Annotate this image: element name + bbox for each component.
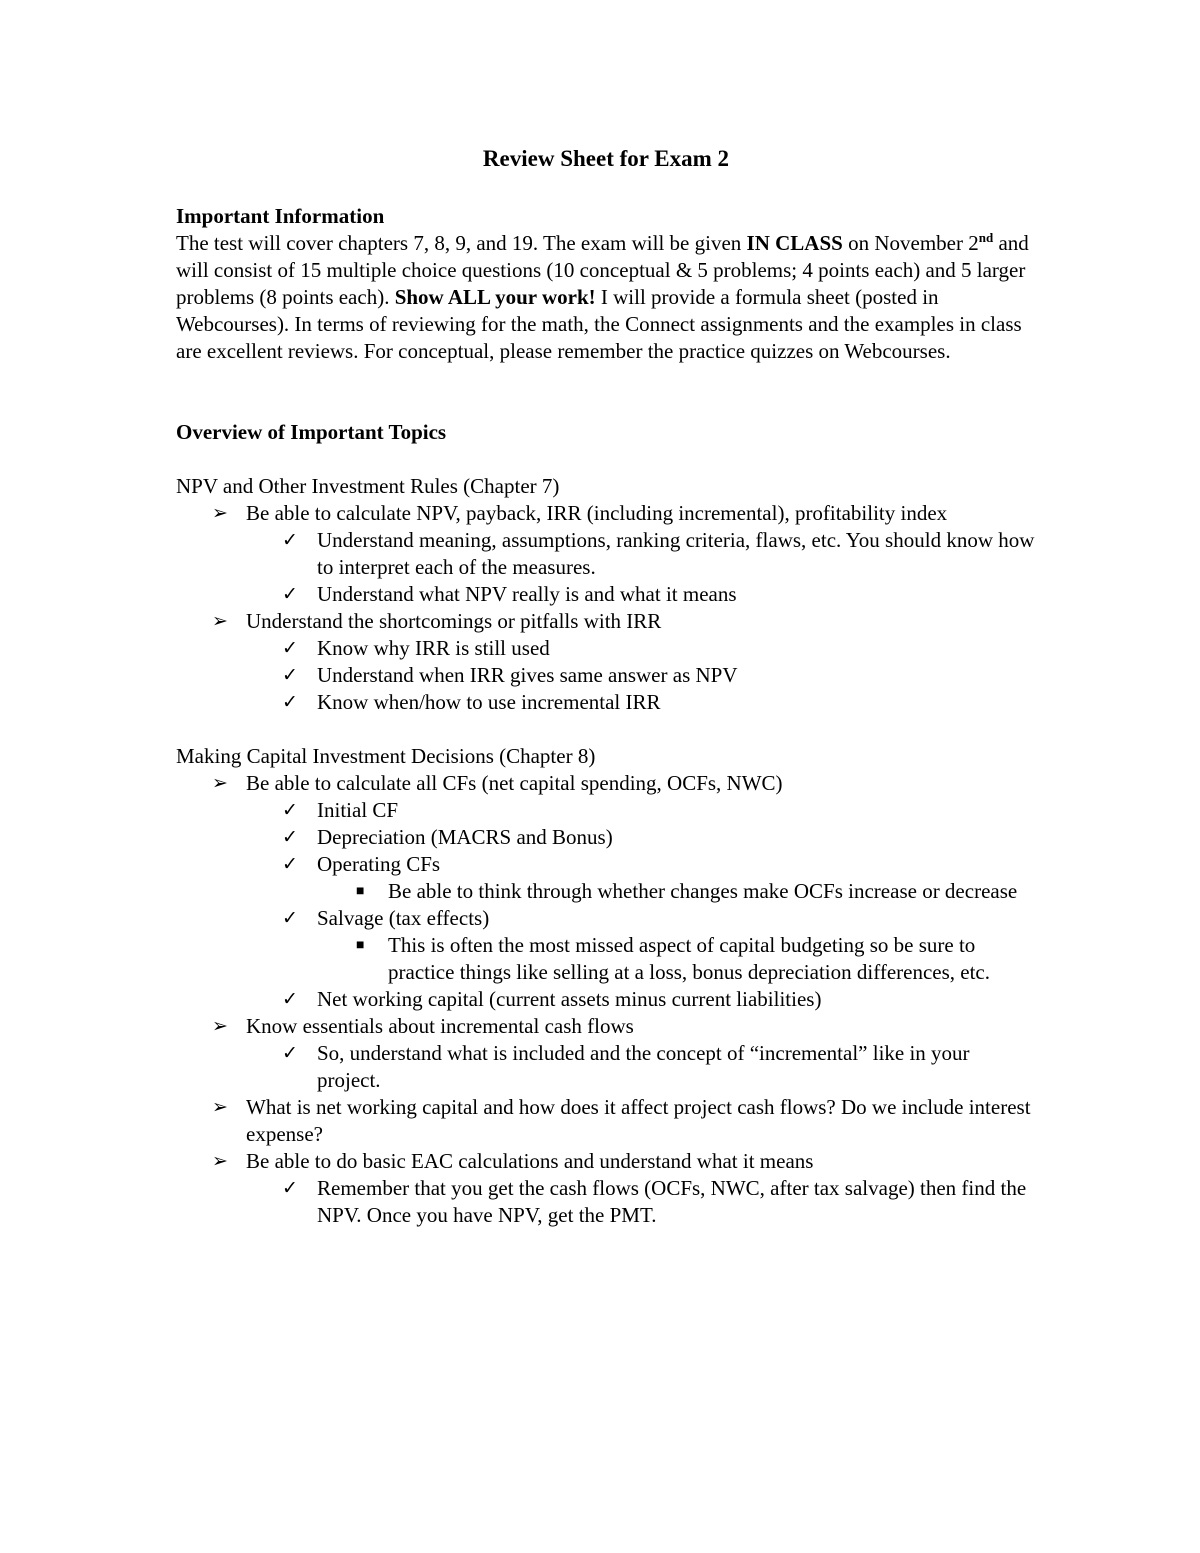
list-item bbox=[176, 770, 1036, 797]
list-item bbox=[176, 527, 1036, 581]
list-item-text: This is often the most missed aspect of capital budgeting so be sure to practice things like selling at a loss, bonus depreciation differences, etc. bbox=[388, 933, 990, 984]
section-title: NPV and Other Investment Rules (Chapter 7) bbox=[176, 474, 560, 498]
check-bullet-icon: ✓ bbox=[282, 854, 298, 875]
document-content bbox=[176, 145, 1036, 1256]
list-item bbox=[176, 1040, 1036, 1094]
important-info-heading: Important Information bbox=[176, 204, 385, 228]
check-bullet-icon: ✓ bbox=[282, 584, 298, 605]
list-item bbox=[176, 824, 1036, 851]
intro-text-2: on November 2 bbox=[842, 231, 979, 255]
list-item-text: Understand when IRR gives same answer as NPV bbox=[317, 663, 738, 687]
list-item bbox=[176, 662, 1036, 689]
check-bullet-icon: ✓ bbox=[282, 1043, 298, 1064]
list-item-text: Initial CF bbox=[317, 798, 399, 822]
intro-text-1: The test will cover chapters 7, 8, 9, and 19. The exam will be given bbox=[176, 231, 747, 255]
document-title: Review Sheet for Exam 2 bbox=[482, 146, 730, 171]
arrow-bullet-icon: ➢ bbox=[212, 773, 228, 794]
section-chapter-7 bbox=[176, 473, 1036, 716]
list-item bbox=[176, 689, 1036, 716]
check-bullet-icon: ✓ bbox=[282, 800, 298, 821]
list-item bbox=[176, 878, 1036, 905]
list-item-text: Be able to do basic EAC calculations and understand what it means bbox=[246, 1149, 814, 1173]
list-item bbox=[176, 797, 1036, 824]
arrow-bullet-icon: ➢ bbox=[212, 611, 228, 632]
list-item-text: Understand what NPV really is and what it means bbox=[317, 582, 737, 606]
list-item-text: Understand meaning, assumptions, ranking criteria, flaws, etc. You should know how to interpret each of the measures. bbox=[317, 528, 1035, 579]
section-chapter-8 bbox=[176, 743, 1036, 1229]
list-item bbox=[176, 986, 1036, 1013]
list-item bbox=[176, 1148, 1036, 1175]
list-item-text: So, understand what is included and the concept of “incremental” like in your project. bbox=[317, 1041, 970, 1092]
list-item bbox=[176, 932, 1036, 986]
list-item-text: Know essentials about incremental cash flows bbox=[246, 1014, 634, 1038]
list-item-text: Know when/how to use incremental IRR bbox=[317, 690, 661, 714]
list-item-text: What is net working capital and how does it affect project cash flows? Do we include interest expense? bbox=[246, 1095, 1031, 1146]
list-item bbox=[176, 581, 1036, 608]
list-item-text: Be able to think through whether changes make OCFs increase or decrease bbox=[388, 879, 1018, 903]
arrow-bullet-icon: ➢ bbox=[212, 1151, 228, 1172]
check-bullet-icon: ✓ bbox=[282, 1178, 298, 1199]
list-item-text: Depreciation (MACRS and Bonus) bbox=[317, 825, 613, 849]
in-class-emphasis: IN CLASS bbox=[746, 231, 843, 255]
list-item-text: Net working capital (current assets minus current liabilities) bbox=[317, 987, 822, 1011]
list-item bbox=[176, 500, 1036, 527]
list-item-text: Know why IRR is still used bbox=[317, 636, 550, 660]
list-item bbox=[176, 851, 1036, 878]
check-bullet-icon: ✓ bbox=[282, 827, 298, 848]
list-item-text: Be able to calculate NPV, payback, IRR (including incremental), profitability index bbox=[246, 501, 948, 525]
section-title: Making Capital Investment Decisions (Chapter 8) bbox=[176, 744, 596, 768]
check-bullet-icon: ✓ bbox=[282, 665, 298, 686]
list-item bbox=[176, 1094, 1036, 1148]
intro-text-3: and will consist of 15 multiple choice questions (10 conceptual & 5 problems; 4 points each) and 5 larger problems (8 points each). bbox=[176, 231, 1029, 309]
list-item bbox=[176, 1013, 1036, 1040]
square-bullet-icon: ■ bbox=[356, 884, 365, 899]
show-work-emphasis: Show ALL your work! bbox=[394, 285, 596, 309]
list-item bbox=[176, 905, 1036, 932]
list-item bbox=[176, 635, 1036, 662]
list-item bbox=[176, 608, 1036, 635]
list-item bbox=[176, 1175, 1036, 1229]
arrow-bullet-icon: ➢ bbox=[212, 503, 228, 524]
list-item-text: Be able to calculate all CFs (net capital spending, OCFs, NWC) bbox=[246, 771, 783, 795]
arrow-bullet-icon: ➢ bbox=[212, 1016, 228, 1037]
check-bullet-icon: ✓ bbox=[282, 530, 298, 551]
check-bullet-icon: ✓ bbox=[282, 908, 298, 929]
list-item-text: Understand the shortcomings or pitfalls with IRR bbox=[246, 609, 662, 633]
intro-text-4: I will provide a formula sheet (posted in Webcourses). In terms of reviewing for the math, the Connect assignments and the examples in class are excellent reviews. For conceptual, please remember the practice quizzes on Webcourses. bbox=[176, 285, 1022, 363]
list-item-text: Salvage (tax effects) bbox=[317, 906, 490, 930]
square-bullet-icon: ■ bbox=[356, 938, 365, 953]
overview-heading: Overview of Important Topics bbox=[176, 420, 447, 444]
check-bullet-icon: ✓ bbox=[282, 692, 298, 713]
check-bullet-icon: ✓ bbox=[282, 638, 298, 659]
date-superscript: nd bbox=[978, 230, 994, 245]
important-info-paragraph bbox=[176, 230, 1036, 365]
arrow-bullet-icon: ➢ bbox=[212, 1097, 228, 1118]
check-bullet-icon: ✓ bbox=[282, 989, 298, 1010]
list-item-text: Operating CFs bbox=[317, 852, 441, 876]
list-item-text: Remember that you get the cash flows (OCFs, NWC, after tax salvage) then find the NPV. Once you have NPV, get the PMT. bbox=[317, 1176, 1027, 1227]
